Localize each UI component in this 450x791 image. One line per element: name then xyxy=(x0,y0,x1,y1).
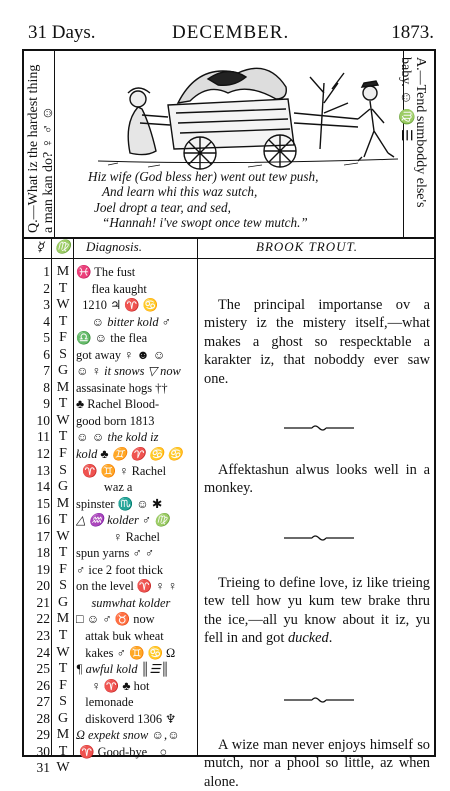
ornament-divider xyxy=(284,424,354,432)
day-number: 9 xyxy=(43,396,50,412)
diagnosis-entry: Ω expekt snow ☺,☺ xyxy=(76,728,180,743)
day-number: 22 xyxy=(36,611,50,627)
diagnosis-entry: diskoverd 1306 ♆ xyxy=(76,711,177,726)
weekday-letter: S xyxy=(59,578,67,594)
question-line-2: a man kan do? ♀ ♂ ☺ xyxy=(41,105,56,233)
verse-line: Hiz wife (God bless her) went out tew push, xyxy=(88,169,319,184)
diagnosis-entry: ♀ Rachel xyxy=(76,529,160,544)
day-number: 27 xyxy=(36,694,50,710)
days-count: 31 Days. xyxy=(28,22,96,43)
weekday-letter: W xyxy=(56,528,70,544)
diagnosis-entry: ☺ ☺ the kold iz xyxy=(76,430,159,445)
diagnosis-entry: ¶ awful kold ║☰║ xyxy=(76,662,170,677)
emphasis-word: ducked xyxy=(287,630,329,647)
day-number: 2 xyxy=(43,280,50,296)
essay-title: BROOK TROUT. xyxy=(256,239,359,254)
diagnosis-entry: assasinate hogs †† xyxy=(76,380,168,395)
question-line-1: Q.—What iz the hardest thing xyxy=(26,64,41,233)
essay-paragraph: The principal importanse ov a mistery iz the mistery itself,—what makes a ghost so respecktable a karakter iz, that noboddy ever saw one. xyxy=(204,297,430,387)
essay-paragraph: Trieing to define love, iz like trieing tew tell how yu kum tew brake thru the ice,—all yu know about it iz, yu fell in and got ducked. xyxy=(204,575,430,647)
answer-line-2: baby. ☺ ♍ ☰ xyxy=(398,57,413,142)
day-number: 16 xyxy=(36,512,50,528)
answer-line-1: A.—Tend sumboddy else's xyxy=(413,57,428,208)
weekday-letter: T xyxy=(58,661,68,677)
day-number: 18 xyxy=(36,545,50,561)
day-numbers xyxy=(28,264,50,777)
day-number: 8 xyxy=(43,379,50,395)
day-number: 26 xyxy=(36,677,50,693)
verse-line: And learn whi this waz sutch, xyxy=(102,184,258,200)
weekday-letters xyxy=(54,264,72,777)
weekday-letter: W xyxy=(56,760,70,776)
weekday-letter: M xyxy=(56,495,70,511)
weekday-letter: G xyxy=(57,363,69,379)
page-header xyxy=(22,22,436,48)
day-number: 10 xyxy=(36,412,50,428)
weekday-letter: S xyxy=(59,694,67,710)
day-number: 21 xyxy=(36,594,50,610)
diagnosis-entry: kold ♣ ♊ ♈ ♋ ♋ xyxy=(76,447,183,462)
diagnosis-entry: ♀ ♈ ♣ hot xyxy=(76,678,150,693)
day-number: 19 xyxy=(36,561,50,577)
weekday-letter: W xyxy=(56,644,70,660)
day-number: 12 xyxy=(36,446,50,462)
weekday-letter: F xyxy=(59,446,67,462)
verse-line: Joel dropt a tear, and sed, xyxy=(94,199,231,215)
diagnosis-entry: on the level ♈ ♀ ♀ xyxy=(76,579,178,594)
essay-paragraph: A wize man never enjoys himself so mutch, nor a phool so little, az when alone. xyxy=(204,737,430,790)
column-divider xyxy=(73,237,74,755)
diagnosis-entry: ♂ ice 2 foot thick xyxy=(76,562,164,577)
day-number: 1 xyxy=(43,264,50,279)
day-number: 17 xyxy=(36,528,50,544)
diagnosis-entry: spun yarns ♂ ♂ xyxy=(76,546,155,561)
weekday-letter: M xyxy=(56,264,70,279)
diagnosis-entry: attak buk wheat xyxy=(76,629,164,644)
diagnosis-entry: flea kaught xyxy=(76,281,147,296)
weekday-letter: F xyxy=(59,677,67,693)
weekday-letter: F xyxy=(59,561,67,577)
day-number: 11 xyxy=(37,429,50,445)
diagnosis-entry: ☺ bitter kold ♂ xyxy=(76,314,171,329)
day-number: 30 xyxy=(36,743,50,759)
diagnosis-entry: □ ☺ ♂ ♉ now xyxy=(76,612,155,627)
diagnosis-entry: waz a xyxy=(76,480,133,495)
weekday-letter: T xyxy=(58,743,68,759)
weekday-letter: S xyxy=(59,462,67,478)
verse-line: “Hannah! i've swopt once tew mutch.” xyxy=(102,215,308,231)
diagnosis-column-header: Diagnosis. xyxy=(86,239,142,254)
weekday-letter: S xyxy=(59,346,67,362)
illustration-panel xyxy=(24,51,434,239)
day-number: 5 xyxy=(43,330,50,346)
weekday-letter: W xyxy=(56,412,70,428)
year: 1873. xyxy=(391,22,434,43)
diagnosis-entry: ♈ ♊ ♀ Rachel xyxy=(76,463,167,478)
weekday-letter: T xyxy=(58,429,68,445)
weekday-letter: G xyxy=(57,710,69,726)
diagnosis-entry: ♈ Good-bye ○ xyxy=(76,744,168,759)
day-number: 29 xyxy=(36,727,50,743)
day-number: 3 xyxy=(43,297,50,313)
verse-block xyxy=(58,169,398,231)
question-sidebar xyxy=(24,51,55,237)
diagnosis-entry: good born 1813 xyxy=(76,413,155,428)
diagnosis-entry: got away ♀ ☻ ☺ xyxy=(76,347,166,362)
day-number: 14 xyxy=(36,479,50,495)
weekday-letter: T xyxy=(58,545,68,561)
moon-column-header: ☿ xyxy=(36,239,44,254)
ornament-divider xyxy=(284,534,354,542)
weekday-letter: M xyxy=(56,727,70,743)
diagnosis-entry: kakes ♂ ♊ ♋ Ω xyxy=(76,645,176,660)
weekday-letter: F xyxy=(59,330,67,346)
day-number: 25 xyxy=(36,661,50,677)
weekday-letter: G xyxy=(57,479,69,495)
weekday-letter: T xyxy=(58,512,68,528)
diagnosis-entry: △ ♒ kolder ♂ ♍ xyxy=(76,513,170,528)
column-divider xyxy=(197,237,198,755)
day-number: 24 xyxy=(36,644,50,660)
wheelbarrow-illustration xyxy=(58,53,398,171)
diagnosis-column xyxy=(76,264,194,760)
weekday-letter: T xyxy=(58,280,68,296)
header-rule xyxy=(24,258,434,259)
diagnosis-entry: ♣ Rachel Blood- xyxy=(76,397,160,412)
diagnosis-entry: spinster ♏ ☺ ✱ xyxy=(76,496,163,511)
day-number: 4 xyxy=(43,313,50,329)
day-number: 31 xyxy=(36,760,50,776)
month-title: DECEMBER. xyxy=(172,22,290,43)
weekday-letter: M xyxy=(56,611,70,627)
weekday-letter: G xyxy=(57,594,69,610)
almanac-frame xyxy=(22,49,436,790)
diagnosis-entry: lemonade xyxy=(76,695,134,710)
column-divider xyxy=(51,237,52,755)
weekday-letter: T xyxy=(58,313,68,329)
day-number: 23 xyxy=(36,628,50,644)
day-number: 28 xyxy=(36,710,50,726)
weekday-letter: T xyxy=(58,628,68,644)
diagnosis-entry: 1210 ♃ ♈ ♋ xyxy=(76,298,159,313)
weekday-letter: M xyxy=(56,379,70,395)
weekday-letter: T xyxy=(58,396,68,412)
essay-paragraph: Affektashun alwus looks well in a monkey. xyxy=(204,462,430,497)
day-number: 6 xyxy=(43,346,50,362)
ornament-divider xyxy=(284,696,354,704)
diagnosis-entry: ♓ The fust xyxy=(76,265,136,279)
day-number: 15 xyxy=(36,495,50,511)
weekday-letter: W xyxy=(56,297,70,313)
diagnosis-entry: sumwhat kolder xyxy=(76,595,171,610)
diagnosis-entry: ☺ ♀ it snows ▽ now xyxy=(76,364,181,379)
day-number: 20 xyxy=(36,578,50,594)
day-number: 7 xyxy=(43,363,50,379)
day-number: 13 xyxy=(36,462,50,478)
weekday-column-header: ♍ xyxy=(54,239,72,254)
diagnosis-entry: ♎ ☺ the flea xyxy=(76,331,148,346)
